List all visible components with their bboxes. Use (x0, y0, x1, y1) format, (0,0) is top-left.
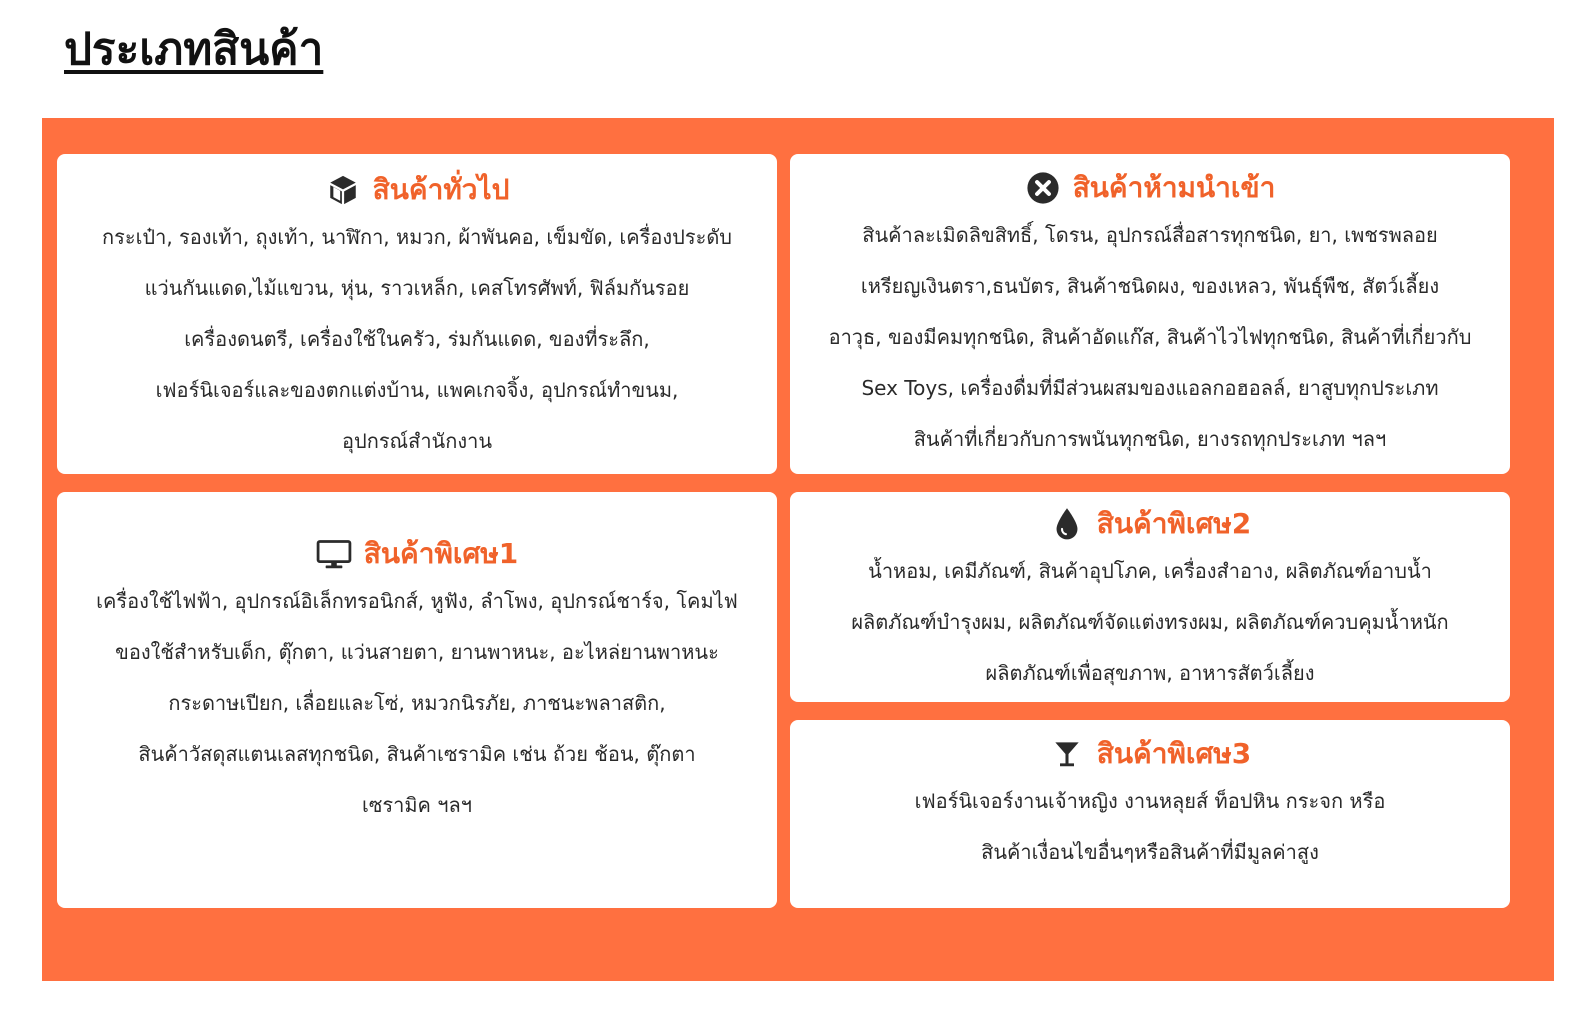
card-title: สินค้าพิเศษ3 (1096, 737, 1252, 770)
card-header (804, 502, 1496, 546)
category-card-special3 (790, 720, 1510, 908)
category-card-special2 (790, 492, 1510, 702)
item-line: อุปกรณ์สำนักงาน (342, 429, 492, 453)
item-list (71, 212, 763, 467)
item-list (804, 546, 1496, 699)
item-line: แว่นกันแดด,ไม้แขวน, หุ่น, ราวเหล็ก, เคสโทรศัพท์, ฟิล์มกันรอย (144, 276, 690, 300)
item-line: ของใช้สำหรับเด็ก, ตุ๊กตา, แว่นสายตา, ยานพาหนะ, อะไหล่ยานพาหนะ (115, 640, 719, 664)
card-header (71, 532, 763, 576)
item-line: Sex Toys, เครื่องดื่มที่มีส่วนผสมของแอลกอฮอลล์, ยาสูบทุกประเภท (861, 376, 1439, 400)
category-card-general (57, 154, 777, 474)
category-card-special1 (57, 492, 777, 908)
item-list (804, 210, 1496, 465)
close-circle-icon (1025, 170, 1061, 206)
item-line: เครื่องดนตรี, เครื่องใช้ในครัว, ร่มกันแดด, ของที่ระลึก, (184, 327, 650, 351)
item-line: สินค้าวัสดุสแตนเลสทุกชนิด, สินค้าเซรามิค เช่น ถ้วย ช้อน, ตุ๊กตา (138, 742, 696, 766)
card-title: สินค้าพิเศษ1 (363, 537, 519, 570)
card-header (804, 732, 1496, 776)
card-title: สินค้าห้ามนำเข้า (1072, 171, 1276, 204)
item-list (71, 576, 763, 831)
item-line: กระดาษเปียก, เลื่อยและโซ่, หมวกนิรภัย, ภาชนะพลาสติก, (168, 691, 666, 715)
item-line: เฟอร์นิเจอร์งานเจ้าหญิง งานหลุยส์ ท็อปหิน กระจก หรือ (914, 789, 1386, 813)
item-line: เครื่องใช้ไฟฟ้า, อุปกรณ์อิเล็กทรอนิกส์, หูฟัง, ลำโพง, อุปกรณ์ชาร์จ, โคมไฟ (96, 589, 738, 613)
item-line: สินค้าเงื่อนไขอื่นๆหรือสินค้าที่มีมูลค่าสูง (981, 840, 1319, 864)
item-line: สินค้าละเมิดลิขสิทธิ์, โดรน, อุปกรณ์สื่อสารทุกชนิด, ยา, เพชรพลอย (862, 223, 1438, 247)
item-line: เซรามิค ฯลฯ (361, 793, 473, 817)
item-line: เฟอร์นิเจอร์และของตกแต่งบ้าน, แพคเกจจิ้ง, อุปกรณ์ทำขนม, (155, 378, 679, 402)
item-line: สินค้าที่เกี่ยวกับการพนันทุกชนิด, ยางรถทุกประเภท ฯลฯ (913, 427, 1387, 451)
category-panel (42, 118, 1554, 981)
item-line: ผลิตภัณฑ์บำรุงผม, ผลิตภัณฑ์จัดแต่งทรงผม, ผลิตภัณฑ์ควบคุมน้ำหนัก (851, 610, 1449, 634)
card-title: สินค้าพิเศษ2 (1096, 507, 1252, 540)
monitor-icon (316, 536, 352, 572)
card-header (71, 168, 763, 212)
martini-glass-icon (1049, 736, 1085, 772)
item-line: ผลิตภัณฑ์เพื่อสุขภาพ, อาหารสัตว์เลี้ยง (985, 661, 1315, 685)
item-line: อาวุธ, ของมีคมทุกชนิด, สินค้าอัดแก๊ส, สินค้าไวไฟทุกชนิด, สินค้าที่เกี่ยวกับ (828, 325, 1472, 349)
card-title: สินค้าทั่วไป (372, 173, 510, 206)
category-card-forbidden (790, 154, 1510, 474)
item-line: กระเป๋า, รองเท้า, ถุงเท้า, นาฬิกา, หมวก, ผ้าพันคอ, เข็มขัด, เครื่องประดับ (101, 225, 733, 249)
item-list (804, 776, 1496, 878)
box-icon (325, 172, 361, 208)
page-title: ประเภทสินค้า (64, 24, 324, 75)
drop-icon (1049, 506, 1085, 542)
item-line: น้ำหอม, เคมีภัณฑ์, สินค้าอุปโภค, เครื่องสำอาง, ผลิตภัณฑ์อาบน้ำ (868, 559, 1432, 583)
item-line: เหรียญเงินตรา,ธนบัตร, สินค้าชนิดผง, ของเหลว, พันธุ์พืช, สัตว์เลี้ยง (860, 274, 1440, 298)
card-header (804, 166, 1496, 210)
